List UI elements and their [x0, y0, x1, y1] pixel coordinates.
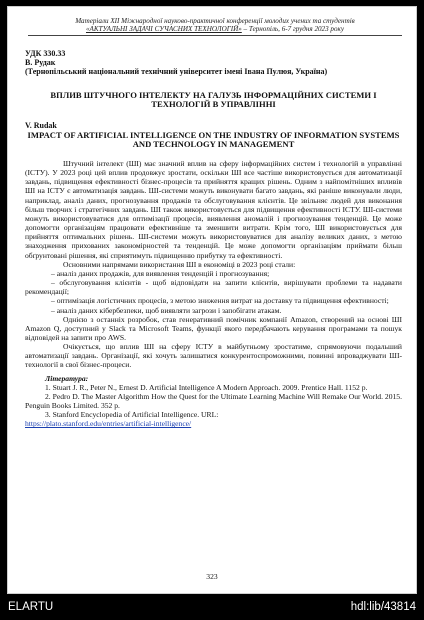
paragraph: Основними напрямами використання ШІ в економіці в 2023 році стали: — [63, 259, 296, 269]
reference-text: 3. Stanford Encyclopedia of Artificial Intelligence. URL: — [45, 410, 219, 420]
paragraph: Штучний інтелект (ШІ) має значний вплив на сферу інформаційних систем і технологій в управлінні (ІСТУ). У 2023 році цей вплив продовжує зростати, оскільки ШІ все частіше використовується для автоматизації завдань, підвищення ефективності бізнес-процесів та прийняття кращих рішень. Одним з найпомітніших впливів ШІ на ІСТУ є автоматизація завдань. ШІ-системи можуть виконувати багато завдань, які раніше виконували люди, наприклад, аналіз даних, прогнозування продажів та обслуговування клієнтів. Це звільняє людей для виконання більш творчих і стратегічних завдань. ШІ також використовується для підвищення ефективності ІСТУ. ШІ-системи можуть використовуватися для оптимізації процесів, виявлення аномалій і прогнозування тенденцій. Це може допомогти організаціям працювати ефективніше та зменшити витрати. Крім того, ШІ використовується для прийняття оптимальних рішень. ШІ-системи можуть використовуватися для аналізу великих даних, з метою знаходження прихованих закономірностей та тенденцій. Це може допомогти організаціям приймати більш обґрунтовані рішення, які сприятимуть підвищенню прибутку та ефективності. — [25, 159, 402, 260]
article-meta — [25, 49, 327, 77]
list-item: – аналіз даних продажів, для виявлення тенденцій і прогнозування; — [51, 268, 270, 278]
list-item: – аналіз даних кібербезпеки, щоб виявляти загрози і запобігати атакам. — [51, 305, 282, 315]
references-heading: Література: — [45, 373, 89, 383]
article-body — [25, 159, 402, 429]
header-line-2 — [28, 25, 402, 33]
title-english: IMPACT OF ARTIFICIAL INTELLIGENCE ON THE INDUSTRY OF INFORMATION SYSTEMS AND TECHNOLOGY IN MANAGEMENT — [27, 130, 400, 150]
repository-name: ELARTU — [8, 601, 54, 613]
title-ukrainian: ВПЛИВ ШТУЧНОГО ІНТЕЛЕКТУ НА ГАЛУЗЬ ІНФОРМАЦІЙНИХ СИСТЕМИ І ТЕХНОЛОГІЙ В УПРАВЛІННІ — [50, 90, 377, 110]
references — [25, 374, 402, 429]
repository-footer — [0, 597, 424, 620]
reference-item: 1. Stuart J. R., Peter N., Ernest D. Artificial Intelligence A Modern Approach. 2009. Prentice Hall. 1152 p. — [45, 382, 368, 392]
header-line-1: Матеріали XII Міжнародної науково-практичної конференції молодих учених та студентів — [75, 17, 355, 25]
reference-item — [25, 410, 402, 428]
reference-item: 2. Pedro D. The Master Algorithm How the Quest for the Ultimate Learning Machine Will Remake Our World. 2015. Penguin Books Limited. 352 p. — [25, 391, 402, 411]
document-page — [7, 6, 417, 594]
header-conference-name: «АКТУАЛЬНІ ЗАДАЧІ СУЧАСНИХ ТЕХНОЛОГІЙ» — [85, 25, 242, 34]
author-ua: В. Рудак — [25, 58, 56, 68]
list-item: – обслуговування клієнтів - щоб відповідати на запити клієнтів, вирішувати проблеми та надавати рекомендації; — [25, 278, 402, 297]
affiliation: (Тернопільський національний технічний університет імені Івана Пулюя, Україна) — [25, 67, 328, 77]
udc-code: УДК 330.33 — [25, 49, 66, 58]
reference-link[interactable]: https://plato.stanford.edu/entries/artificial-intelligence/ — [25, 419, 192, 429]
conference-header — [28, 17, 402, 36]
list-item: – оптимізація логістичних процесів, з метою зниження витрат на доставку та підвищення ефективності; — [51, 296, 389, 306]
paragraph: Очікується, що вплив ШІ на сферу ІСТУ в майбутньому зростатиме, спрямовуючи подальший автоматизації завдань. Організації, які хочуть залишатися конкурентоспроможними, повинні впроваджувати ШІ-технології в свої бізнес-процеси. — [25, 342, 402, 370]
paragraph: Однією з останніх розробок, став генеративний помічник компанії Amazon, створений на основі ШІ Amazon Q, доступний у Slack та Microsoft Teams, функції якого передбачають керування програмами та пошук відповідей на запити про AWS. — [25, 314, 402, 342]
author-english: V. Rudak — [25, 121, 57, 130]
page-number: 323 — [206, 572, 218, 581]
handle-id: hdl:lib/43814 — [350, 601, 416, 613]
header-location-date: – Тернопіль, 6-7 грудня 2023 року — [241, 25, 344, 34]
